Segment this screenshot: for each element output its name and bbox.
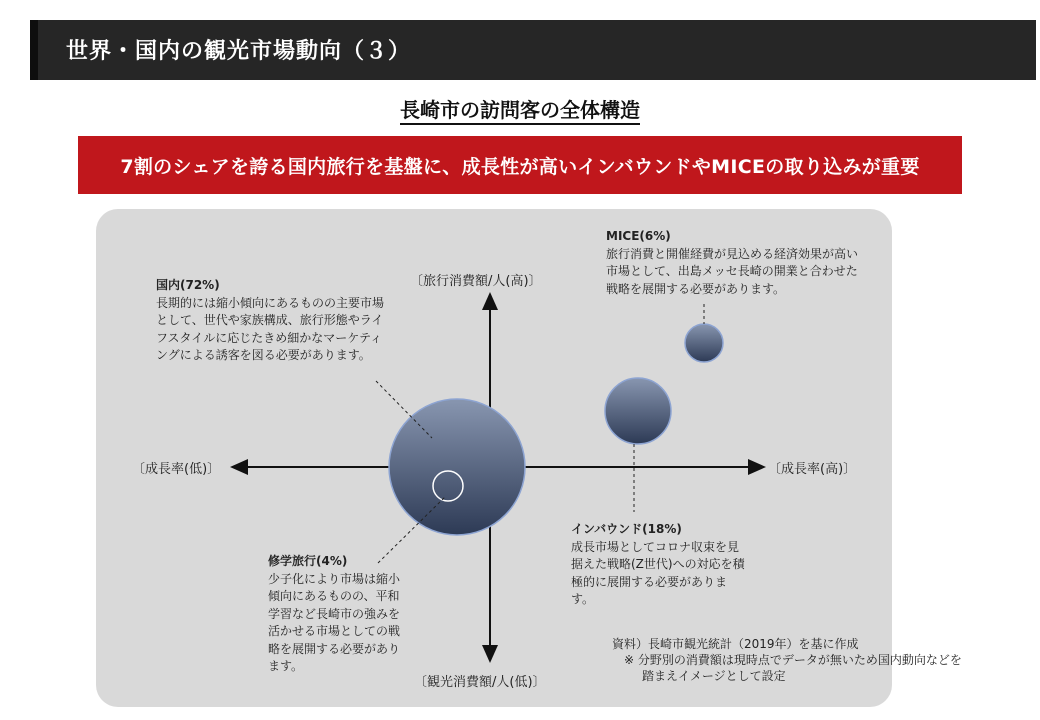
bubble-domestic (389, 399, 525, 535)
axis-label-left: 〔成長率(低)〕 (132, 462, 221, 477)
note-school-trip (268, 553, 410, 676)
source-note (612, 636, 962, 684)
axis-label-top: 〔旅行消費額/人(高)〕 (410, 274, 542, 289)
note-inbound-body: 成長市場としてコロナ収束を見据えた戦略(Z世代)への対応を積極的に展開する必要があります。 (571, 539, 745, 606)
bubble-mice (685, 324, 723, 362)
axis-label-bottom: 〔観光消費額/人(低)〕 (414, 675, 546, 690)
note-school-trip-body: 少子化により市場は縮小傾向にあるものの、平和学習など長崎市の強みを活かせる市場としての戦略を展開する必要があります。 (268, 571, 401, 673)
source-line-2: ※ 分野別の消費額は現時点でデータが無いため国内動向などを (624, 653, 962, 667)
page-title: 世界・国内の観光市場動向（３） (66, 39, 412, 64)
axis-label-right: 〔成長率(高)〕 (768, 462, 857, 477)
note-inbound-title: インバウンド(18%) (571, 522, 682, 536)
note-mice-title: MICE(6%) (606, 229, 671, 243)
source-line-3: 踏まえイメージとして設定 (642, 669, 786, 683)
note-domestic-body: 長期的には縮小傾向にあるものの主要市場として、世代や家族構成、旅行形態やライフスタイルに応じたきめ細かなマーケティングによる誘客を図る必要があります。 (156, 295, 385, 362)
bubble-inbound (605, 378, 671, 444)
note-school-trip-title: 修学旅行(4%) (268, 554, 348, 568)
source-line-1: 資料）長崎市観光統計（2019年）を基に作成 (612, 637, 859, 651)
note-domestic (156, 277, 388, 365)
note-mice (606, 228, 868, 298)
diagram-subtitle-text: 長崎市の訪問客の全体構造 (400, 98, 640, 125)
note-inbound (571, 521, 747, 609)
note-domestic-title: 国内(72%) (156, 278, 220, 292)
note-mice-body: 旅行消費と開催経費が見込める経済効果が高い市場として、出島メッセ長崎の開業と合わせた戦略を展開する必要があります。 (606, 246, 859, 296)
key-message-banner: 7割のシェアを誇る国内旅行を基盤に、成長性が高いインバウンドやMICEの取り込みが重要 (78, 136, 962, 194)
